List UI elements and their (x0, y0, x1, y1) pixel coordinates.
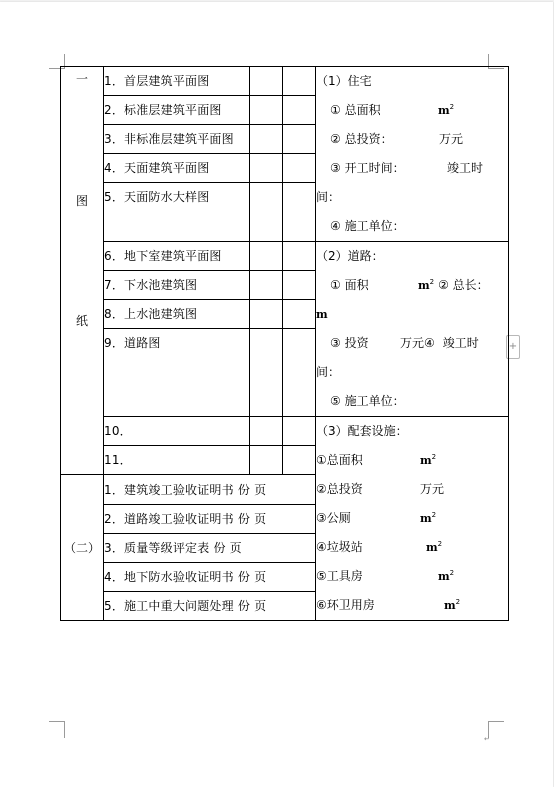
residence-investment-unit: 万元 (439, 132, 464, 146)
section-1-char-3: 纸 (75, 314, 88, 328)
road-investment-label: ③ 投资 (330, 336, 369, 350)
facilities-heading: （3）配套设施： (316, 424, 408, 438)
drawing-item-3: 3．非标准层建筑平面图 (104, 125, 250, 154)
road-builder-label: ⑤ 施工单位： (330, 394, 405, 408)
pages-cell[interactable] (283, 242, 316, 271)
facility-label: ⑥环卫用房 (316, 598, 375, 612)
road-area-label: ① 面积 (330, 278, 369, 292)
residence-area-unit: m (438, 104, 450, 117)
pages-cell[interactable] (283, 446, 316, 475)
section-2-label: （二） (61, 475, 104, 621)
section-1-char-1: 一 (75, 72, 88, 86)
copies-cell[interactable] (250, 125, 283, 154)
drawing-item-10: 10． (104, 417, 250, 446)
section-1-label (61, 67, 104, 475)
residence-investment-label: ② 总投资： (330, 132, 393, 146)
facility-unit: m (444, 599, 456, 612)
document-item-5: 5．施工中重大问题处理 份 页 (104, 592, 316, 621)
road-investment-unit: 万元④ (400, 336, 435, 350)
facility-unit: m (420, 454, 432, 467)
drawing-item-2: 2．标准层建筑平面图 (104, 96, 250, 125)
drawing-item-11: 11． (104, 446, 250, 475)
copies-cell[interactable] (250, 271, 283, 300)
drawing-item-1: 1．首层建筑平面图 (104, 67, 250, 96)
road-length-label: ② 总长： (438, 278, 489, 292)
archive-table (60, 66, 509, 621)
pages-cell[interactable] (283, 329, 316, 417)
copies-cell[interactable] (250, 154, 283, 183)
copies-cell[interactable] (250, 67, 283, 96)
facility-unit-sup: 2 (437, 540, 443, 548)
pages-cell[interactable] (283, 96, 316, 125)
facilities-info (316, 417, 509, 621)
road-area-unit-sup: 2 (429, 278, 435, 286)
copies-cell[interactable] (250, 329, 283, 417)
residence-start-label: ③ 开工时间： (330, 161, 405, 175)
add-row-plus-icon[interactable]: + (506, 335, 520, 359)
facility-unit: 万元 (420, 482, 445, 496)
facility-label: ①总面积 (316, 453, 363, 467)
pages-cell[interactable] (283, 67, 316, 96)
document-item-2: 2．道路竣工验收证明书 份 页 (104, 505, 316, 534)
copies-cell[interactable] (250, 417, 283, 446)
facility-unit: m (438, 570, 450, 583)
facility-label: ②总投资 (316, 482, 363, 496)
road-area-unit: m (418, 279, 430, 292)
pages-cell[interactable] (283, 417, 316, 446)
document-item-1: 1．建筑竣工验收证明书 份 页 (104, 475, 316, 505)
residence-heading: （1）住宅 (316, 74, 372, 88)
residence-builder-label: ④ 施工单位： (330, 219, 405, 233)
drawing-item-4: 4．天面建筑平面图 (104, 154, 250, 183)
residence-area-label: ① 总面积 (330, 103, 381, 117)
copies-cell[interactable] (250, 96, 283, 125)
facility-label: ③公厕 (316, 511, 351, 525)
crop-mark-bottom-right (488, 721, 504, 738)
copies-cell[interactable] (250, 242, 283, 271)
crop-mark-bottom-left (49, 721, 65, 738)
facility-label: ④垃圾站 (316, 540, 363, 554)
facility-unit: m (420, 512, 432, 525)
facility-unit-sup: 2 (431, 453, 437, 461)
facility-unit-sup: 2 (455, 598, 461, 606)
facility-unit: m (426, 541, 438, 554)
facility-unit-sup: 2 (449, 569, 455, 577)
copies-cell[interactable] (250, 183, 283, 242)
pages-cell[interactable] (283, 271, 316, 300)
pages-cell[interactable] (283, 183, 316, 242)
road-length-unit: m (316, 308, 328, 321)
facility-unit-sup: 2 (431, 511, 437, 519)
pages-cell[interactable] (283, 154, 316, 183)
road-finish-label-cont: 间： (316, 365, 341, 379)
residence-area-unit-sup: 2 (449, 103, 455, 111)
drawing-item-5: 5．天面防水大样图 (104, 183, 250, 242)
residence-finish-label: 竣工时 (447, 161, 484, 175)
road-finish-label: 竣工时 (442, 336, 479, 350)
document-item-3: 3．质量等级评定表 份 页 (104, 534, 316, 563)
section-1-char-2: 图 (75, 194, 88, 208)
facility-label: ⑤工具房 (316, 569, 363, 583)
drawing-item-9: 9．道路图 (104, 329, 250, 417)
drawing-item-7: 7．下水池建筑图 (104, 271, 250, 300)
residence-finish-label-cont: 间： (316, 190, 341, 204)
drawing-item-8: 8．上水池建筑图 (104, 300, 250, 329)
paragraph-mark-icon: ↵ (484, 735, 490, 743)
residence-info (316, 67, 509, 242)
road-info (316, 242, 509, 417)
copies-cell[interactable] (250, 300, 283, 329)
copies-cell[interactable] (250, 446, 283, 475)
pages-cell[interactable] (283, 125, 316, 154)
drawing-item-6: 6．地下室建筑平面图 (104, 242, 250, 271)
pages-cell[interactable] (283, 300, 316, 329)
road-heading: （2）道路： (316, 249, 384, 263)
document-item-4: 4．地下防水验收证明书 份 页 (104, 563, 316, 592)
